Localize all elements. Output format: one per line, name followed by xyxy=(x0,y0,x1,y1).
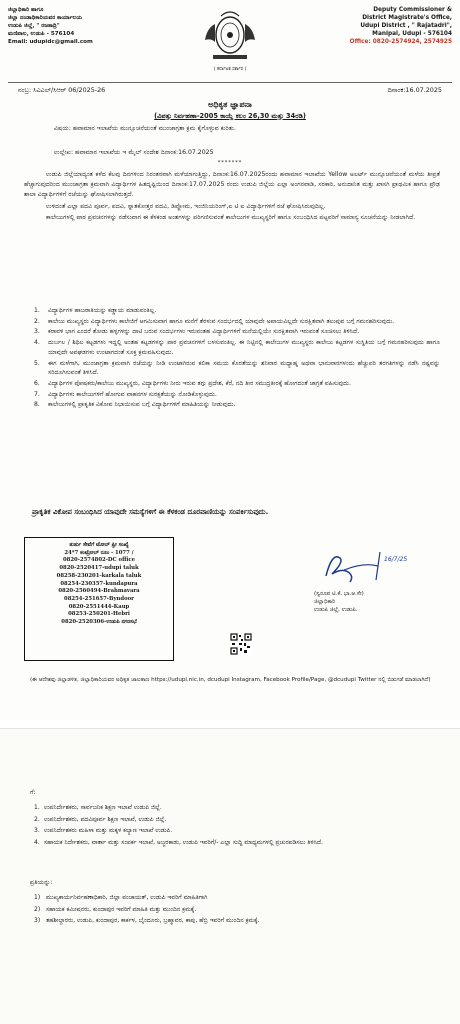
page-gap xyxy=(0,720,460,728)
section-stars: ******* xyxy=(217,160,243,166)
item-text: ಕಾಲೇಜು ಮುಖ್ಯಸ್ಥರು ವಿದ್ಯಾರ್ಥಿಗಳು ಕಾಲೇಜಿಗೆ ಆಗಮಿಸುವಾಗ ಹಾಗೂ ಮನೆಗೆ ತೆರಳುವ ಸಂದರ್ಭದಲ್ಲಿ ಯಾವುದೇ ಅಪಾಯವಿಲ್ಲದೇ ಸುರಕ್ಷಿತವಾಗಿ ತಲುಪುವ ಬಗ್ಗೆ ಗಮನಹರಿಸುವುದು. xyxy=(48,317,395,325)
item-text: ವಿದ್ಯಾರ್ಥಿಗಳ ಹಾಜರಾತಿಯನ್ನು ಕಡ್ಡಾಯ ಮಾಡುವಂತಿಲ್ಲ. xyxy=(48,307,157,314)
emblem-icon xyxy=(199,6,261,64)
signatory-name: (ಸ್ವರೂಪ ಟಿ.ಕೆ. ಭಾ.ಆ.ಸೇ) xyxy=(314,591,364,597)
helpline-line: 0820-2560494-Brahmavara xyxy=(58,588,140,595)
item-text: ಉಪನಿರ್ದೇಶಕರು, ಪದವಿಪೂರ್ವ ಶಿಕ್ಷಣ ಇಲಾಖೆ, ಉಡುಪಿ ಜಿಲ್ಲೆ. xyxy=(44,815,167,823)
signatory-location: ಉಡುಪಿ ಜಿಲ್ಲೆ, ಉಡುಪಿ. xyxy=(314,607,358,613)
instruction-item xyxy=(34,317,440,327)
memo-subject: ವಿಷಯ: ಹವಾಮಾನ ಇಲಾಖೆಯ ಮುನ್ಸೂಚನೆಯಂತೆ ಮುಂಜಾಗ್ರತಾ ಕ್ರಮ ಕೈಗೊಳ್ಳುವ ಕುರಿತು. xyxy=(54,125,236,132)
helpline-line: 0820-2574802-DC office xyxy=(62,557,136,564)
item-text: ಉಪನಿರ್ದೇಶಕರು ಮಹಿಳಾ ಮತ್ತು ಮಕ್ಕಳ ಕಲ್ಯಾಣ ಇಲಾಖೆ ಉಡುಪಿ. xyxy=(44,827,173,834)
helpline-line: 08253-250201-Hebri xyxy=(68,611,130,618)
state-emblem xyxy=(190,6,270,76)
item-number: 2) xyxy=(34,905,41,913)
item-text: ತಹಶೀಲ್ದಾರರು, ಉಡುಪಿ, ಕುಂದಾಪುರ, ಕಾರ್ಕಳ, ಬೈಂದೂರು, ಬ್ರಹ್ಮಾವರ, ಕಾಪು, ಹೆಬ್ರಿ ಇವರಿಗೆ ಮುಂದಿನ ಕ್ರಮಕ್ಕೆ. xyxy=(46,917,260,924)
instruction-item xyxy=(34,306,440,316)
item-number: 3. xyxy=(34,827,40,834)
memo-page-2 xyxy=(0,728,460,1024)
helpline-line: 24*7 ಕಂಟ್ರೋಲ್ ರೂಂ - 1077 / xyxy=(64,549,134,556)
item-number: 1) xyxy=(34,894,41,901)
publication-note: (ಈ ಆದೇಶವು ಜಿಲ್ಲಾಡಳಿತ, ಜಿಲ್ಲಾಧಿಕಾರಿಯವರ ಅಧಿಕೃತ ಜಾಲತಾಣ https://udupi.nic.in, dcudupi Instagram, Facebook Profile/Page, @dcudupi Twitter ನಲ್ಲಿ ಬಿಡುಗಡೆ ಮಾಡಲಾಗಿದೆ) xyxy=(30,677,431,683)
item-text: ಮುಖ್ಯಕಾರ್ಯನಿರ್ವಹಣಾಧಿಕಾರಿ, ಜಿಲ್ಲಾ ಪಂಚಾಯತ್, ಉಡುಪಿ ಇವರಿಗೆ ಮಾಹಿತಿಗಾಗಿ xyxy=(46,894,208,901)
body-paragraph: ಉಳಿದಂತೆ ಎಲ್ಲಾ ಪದವಿ ಪೂರ್ವ, ಪದವಿ, ಸ್ನಾತಕೋತ್ತರ ಪದವಿ, ಡಿಪ್ಲೋಮ, ಇಂಜಿನಿಯರಿಂಗ್,ಐ ಟಿ ಐ ವಿದ್ಯಾರ್ಥಿಗಳಿಗೆ ರಜೆ ಘೋಷಿಸಿರುವುದಿಲ್ಲ. xyxy=(46,202,326,210)
body-paragraph: ಉಡುಪಿ ಜಿಲ್ಲೆಯಾದ್ಯಂತ ಕಳೆದ ಕೆಲವು ದಿನಗಳಿಂದ ನಿರಂತರವಾಗಿ ಮಳೆಯಾಗುತ್ತಿದ್ದು, ದಿನಾಂಕ:16.07.2025ರಂದು ಹವಾಮಾನ ಇಲಾಖೆಯ Yellow ಅಲರ್ಟ್ ಮುನ್ಸೂಚನೆಯಂತೆ ಮಳೆಯ ತೀವ್ರತೆ ಹೆಚ್ಚಾಗುವುದರಿಂದ ಮುಂಜಾಗ್ರತಾ ಕ್ರಮವಾಗಿ ವಿದ್ಯಾರ್ಥಿಗಳ ಹಿತದೃಷ್ಟಿಯಿಂದ ದಿನಾಂಕ:17.07.2025 ರಂದು ಉಡುಪಿ ಜಿಲ್ಲೆಯ ಎಲ್ಲಾ ಅಂಗನವಾಡಿ, ಸರಕಾರಿ, ಅನುದಾನಿತ ಮತ್ತು ಖಾಸಗಿ ಪ್ರಾಥಮಿಕ ಹಾಗೂ ಪ್ರೌಢ ಶಾಲಾ ವಿದ್ಯಾರ್ಥಿಗಳಿಗೆ ರಜೆಯನ್ನು ಘೋಷಿಸಲಾಗಿರುತ್ತದೆ. xyxy=(24,171,440,199)
copy-to-item xyxy=(34,893,436,904)
body-paragraph: ಕಾಲೇಜುಗಳಲ್ಲಿ ಪಾಠ ಪ್ರವಚನಗಳನ್ನು ನಡೆಸುವಾಗ ಈ ಕೆಳಕಂಡ ಅಂಶಗಳನ್ನು ಪರಿಗಣಿಸುವಂತೆ ಕಾಲೇಜುಗಳ ಮುಖ್ಯಸ್ಥರಿಗೆ ಹಾಗೂ ಸಂಬಂಧಿಸಿದ ಪಟ್ಟವರಿಗೆ ಸಾಮಾನ್ಯ ಸೂಚನೆಯನ್ನು ನೀಡಲಾಗಿದೆ. xyxy=(46,213,416,221)
helpline-line: 0820-2520306-ಉಡುಪಿ ನಗರಸಭೆ xyxy=(61,619,137,626)
memo-title: ಅಧಿಕೃತ ಜ್ಞಾಪನಾ xyxy=(208,100,252,109)
recipient-item xyxy=(34,838,436,849)
emblem-caption: ( ಕರ್ನಾಟಕ ಸರ್ಕಾರ ) xyxy=(213,67,247,72)
memo-subtitle: (ವಿಪತ್ತು ನಿರ್ವಹಣಾ-2005 ಕಾಯ್ದೆ ಕಲಂ 26,30 ಮತ್ತು 34ರಡಿ) xyxy=(154,112,306,120)
helpline-line: ತುರ್ತು ಸೇವೆಗೆ ಟೋಲ್ ಫ್ರೀ ಸಂಖ್ಯೆ xyxy=(69,542,129,548)
item-number: 8. xyxy=(34,401,40,409)
item-number: 2. xyxy=(34,815,40,823)
copy-to-list xyxy=(34,893,436,928)
letterhead xyxy=(8,6,452,82)
signature-block xyxy=(296,546,426,636)
item-text: ವಿದ್ಯಾರ್ಥಿಗಳ ಪೋಷಕರು/ಕಾಲೇಜು ಮುಖ್ಯಸ್ಥರು, ವಿದ್ಯಾರ್ಥಿಗಳು ನೀರು ಇರುವ ತಗ್ಗು ಪ್ರದೇಶ, ಕೆರೆ, ನದಿ ತೀರ ಸಮುದ್ರತೀರಕ್ಕೆ ಹೋಗದಂತೆ ಜಾಗ್ರತೆ ವಹಿಸುವುದು. xyxy=(48,379,351,387)
recipient-item xyxy=(34,803,436,814)
office-phone: Office: 0820-2574924, 2574925 xyxy=(349,39,452,45)
item-number: 6. xyxy=(34,379,40,387)
recipient-item xyxy=(34,815,436,826)
letterhead-line: ಮಣಿಪಾಲ, ಉಡುಪಿ - 576104 xyxy=(8,31,75,37)
instruction-item xyxy=(34,359,440,378)
memo-body xyxy=(24,170,440,224)
letterhead-line: ಜಿಲ್ಲಾಧಿಕಾರಿ ಹಾಗೂ xyxy=(8,7,44,13)
signature-scrawl-icon xyxy=(296,546,426,588)
item-number: 2. xyxy=(34,317,40,325)
item-text: ಈಗ ಮಳೆಗಾಗಿ, ಮುಂಜಾಗ್ರತಾ ಕ್ರಮವಾಗಿ ರಜೆಯನ್ನು ನೀಡಿ ಉಂಟಾಗಿರುವ ಕಲಿಕಾ ಸಮಯ ಕೊರತೆಯನ್ನು ಶನಿವಾರ ಮಧ್ಯಾಹ್ನ ಅಥವಾ ಭಾನುವಾರಗಳಂದು ಹೆಚ್ಚುವರಿ ತರಗತಿಗಳನ್ನು ನಡೆಸಿ ನಷ್ಟವನ್ನು ಸರಿದೂಗಿಸುವಂತೆ ತಿಳಿಸಿದೆ. xyxy=(48,359,440,377)
contact-note: ಪ್ರಾಕೃತಿಕ ವಿಕೋಪ ಸಂಬಂಧಿಸಿದ ಯಾವುದೇ ಸಮಸ್ಯೆಗಳಿಗೆ ಈ ಕೆಳಕಂಡ ದೂರವಾಣಿಯನ್ನು ಸಂಪರ್ಕಿಸುವುದು. xyxy=(32,508,269,516)
header-divider xyxy=(8,82,452,83)
instruction-item xyxy=(34,400,440,410)
letterhead-kannada xyxy=(8,6,158,46)
item-text: ಉಪನಿರ್ದೇಶಕರು, ಸಾರ್ವಜನಿಕ ಶಿಕ್ಷಣ ಇಲಾಖೆ ಉಡುಪಿ ಜಿಲ್ಲೆ. xyxy=(44,804,162,811)
letterhead-english xyxy=(312,6,452,46)
item-number: 1. xyxy=(34,307,40,314)
letterhead-line: ಉಡುಪಿ ಜಿಲ್ಲೆ, " ರಜತಾದ್ರಿ" xyxy=(8,23,60,29)
letterhead-line: District Magistrate's Office, xyxy=(362,15,452,21)
instruction-item xyxy=(34,338,440,357)
item-number: 1. xyxy=(34,804,40,811)
recipients-heading: ಗೆ: xyxy=(30,789,36,796)
helpline-box xyxy=(24,537,174,661)
memo-reference: ಉಲ್ಲೇಖ: ಹವಾಮಾನ ಇಲಾಖೆಯ ಇ ಮೈಲ್ ಸಂದೇಶ ದಿನಾಂಕ:16.07.2025 xyxy=(54,149,214,156)
signatory xyxy=(314,590,364,614)
item-number: 5. xyxy=(34,359,40,367)
office-email: Email: udupidc@gmail.com xyxy=(8,39,93,45)
item-number: 4. xyxy=(34,838,40,846)
item-text: ವಿದ್ಯಾರ್ಥಿಗಳು ಕಾಲೇಜುಗಳಿಗೆ ಹೋಗುವ ವಾಹನಗಳ ಸುರಕ್ಷತೆಯನ್ನು ನೋಡಿಕೊಳ್ಳುವುದು. xyxy=(48,390,217,398)
reference-number: ನಂಬ್ರ: ಸಿಎಎಲ್/ಸಿಆರ್ 06/2025-26 xyxy=(18,86,106,94)
item-text: ಸಹಾಯಕ ಕಮೀಷನರು, ಕುಂದಾಪುರ ಇವರಿಗೆ ಮಾಹಿತಿ ಮತ್ತು ಮುಂದಿನ ಕ್ರಮಕ್ಕೆ. xyxy=(46,905,197,913)
signature-date: 16/7/25 xyxy=(384,556,408,563)
helpline-line: 0820-2551444-Kaup xyxy=(68,603,130,610)
item-number: 4. xyxy=(34,339,40,347)
item-text: ಕಾಲೇಜುಗಳಲ್ಲಿ ಪ್ರಾಕೃತಿಕ ವಿಕೋಪ ನಿಭಾಯಿಸುವ ಬಗ್ಗೆ ವಿದ್ಯಾರ್ಥಿಗಳಿಗೆ ಮಾಹಿತಿಯನ್ನು ನೀಡುವುದು. xyxy=(48,401,236,409)
letterhead-line: ಜಿಲ್ಲಾ ದಂಡಾಧಿಕಾರಿಯವರ ಕಾರ್ಯಾಲಯ xyxy=(8,15,83,21)
item-number: 7. xyxy=(34,390,40,398)
helpline-line: 08254-251657-Byndoor xyxy=(64,595,134,602)
memo-date: ದಿನಾಂಕ:16.07.2025 xyxy=(387,86,442,94)
item-number: 3) xyxy=(34,917,41,924)
helpline-line: 08254-230357-kundapura xyxy=(60,580,138,587)
qr-code-icon xyxy=(230,633,252,655)
signatory-designation: ಜಿಲ್ಲಾಧಿಕಾರಿ xyxy=(314,599,336,605)
instruction-item xyxy=(34,379,440,389)
recipient-item xyxy=(34,826,436,837)
instruction-item xyxy=(34,327,440,337)
item-text: ಸಹಾಯಕ ನಿರ್ದೇಶಕರು, ವಾರ್ತಾ ಮತ್ತು ಸಂಪರ್ಕ ಇಲಾಖೆ, ಅಜ್ಜರಕಾಡು, ಉಡುಪಿ ಇವರಿಗೆ/- ಎಲ್ಲಾ ಸುದ್ದಿ ಮಾಧ್ಯಮಗಳಲ್ಲಿ ಪ್ರಚುರಪಡಿಸಲು ತಿಳಿಸಿದೆ. xyxy=(44,838,323,846)
copy-to-item xyxy=(34,905,436,916)
letterhead-line: Deputy Commissioner & xyxy=(373,7,452,13)
reference-row xyxy=(18,86,442,96)
letterhead-line: Udupi District , " Rajatadri", xyxy=(360,23,452,29)
helpline-line: 08258-230201-karkala taluk xyxy=(56,572,142,579)
recipients-list xyxy=(34,803,436,849)
letterhead-line: Manipal, Udupi - 576104 xyxy=(372,31,452,37)
item-text: ಕರಾವಳಿ ಭಾಗ ಎಂದರೆ ತೋಡು ಹಳ್ಳಗಳನ್ನು ದಾಟಿ ಬರುವ ಸಂದರ್ಭಗಳು ಇರುವಂತಹ ವಿದ್ಯಾರ್ಥಿಗಳಿಗೆ ಮನೆಯಲ್ಲಿಯೇ ಸುರಕ್ಷಿತವಾಗಿ ಇರುವಂತೆ ಸೂಚಿಸಲು ತಿಳಿಸಿದೆ. xyxy=(48,328,360,336)
instruction-item xyxy=(34,390,440,400)
item-text: ದುರ್ಬಲ / ಶಿಥಿಲ ಕಟ್ಟಡಗಳು ಇದ್ದಲ್ಲಿ ಅಂತಹ ಕಟ್ಟಡಗಳನ್ನು ಪಾಠ ಪ್ರವಚನಗಳಿಗೆ ಬಳಸುವಂತಿಲ್ಲ. ಈ ನಿಟ್ಟಿನಲ್ಲಿ ಕಾಲೇಜುಗಳ ಮುಖ್ಯಸ್ಥರು ಕಾಲೇಜು ಕಟ್ಟಡಗಳ ಸುಸ್ಥಿತಿಯ ಬಗ್ಗೆ ಗಮನಹರಿಸುವುದು ಹಾಗೂ ಯಾವುದೇ ಅವಘಡಗಳು ಉಂಟಾಗದಂತೆ ಸೂಕ್ತ ಕ್ರಮವಹಿಸುವುದು. xyxy=(48,339,440,356)
helpline-line: 0820-2520417-udupi taluk xyxy=(59,565,139,572)
copy-to-heading: ಪ್ರತಿಯನ್ನು: xyxy=(30,879,53,886)
item-number: 3. xyxy=(34,328,40,336)
instruction-list xyxy=(34,306,440,411)
copy-to-item xyxy=(34,916,436,927)
